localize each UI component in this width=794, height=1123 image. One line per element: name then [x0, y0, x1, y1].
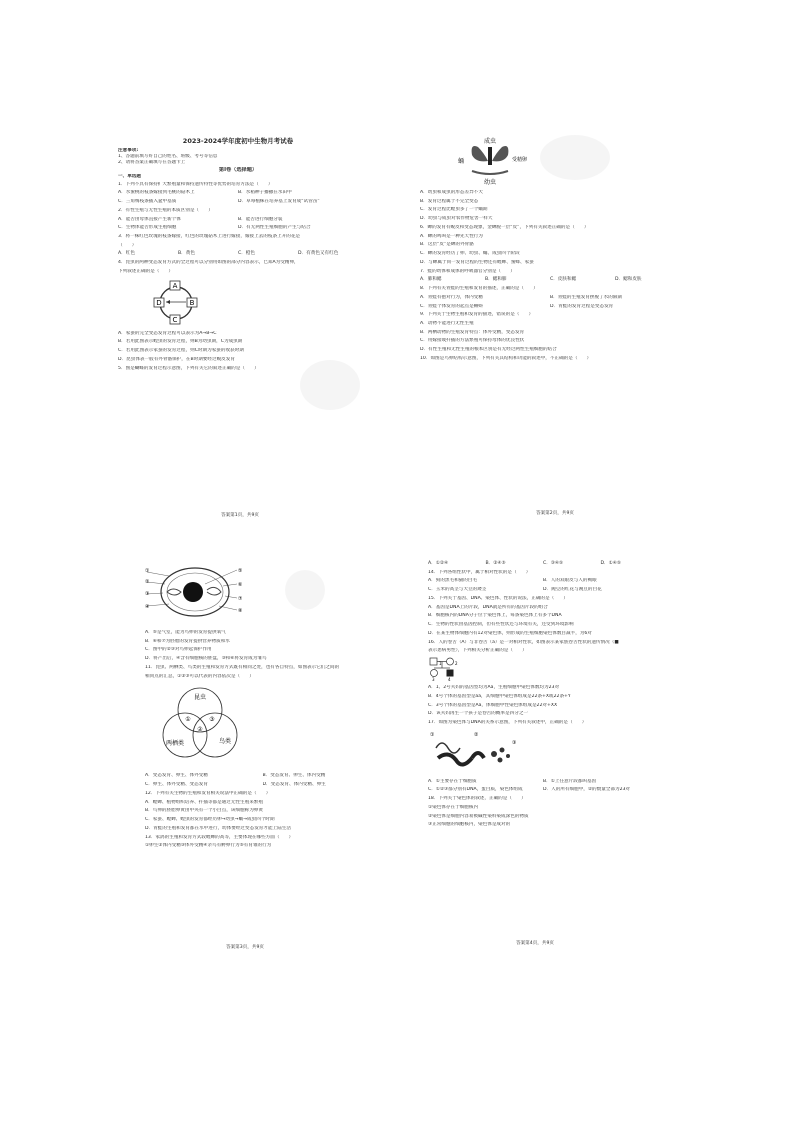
option: B．⑥和⑦为胚胎的发育提供营养物质和水 — [145, 638, 230, 644]
option: D．人的所有细胞中，②的数量全部为23对 — [543, 787, 631, 793]
pedigree-label: 4 — [448, 677, 451, 683]
option: A．肺和鳃 — [420, 277, 442, 283]
insect-cycle-diagram — [148, 279, 218, 327]
cycle-label-a: A — [172, 281, 178, 290]
question-16-cont: 表示患病男性），下列相关分析正确的是（ ） — [428, 648, 527, 654]
chromosome-dna-diagram — [428, 728, 528, 776]
cycle-label-c: C — [172, 315, 178, 324]
option: A．红色 — [118, 251, 135, 257]
option: B．黄色 — [178, 251, 195, 257]
egg-label: ⑥ — [238, 582, 243, 588]
option: D．变态发育、体内受精、卵生 — [262, 782, 326, 788]
option: B．①上任意片段都叫基因 — [543, 778, 597, 784]
question-12: 12．下列有关生物的生殖和发育相关说法中正确的是（ ） — [145, 790, 271, 796]
option: C．青蛙个体发育的起点是蝌蚪 — [420, 303, 483, 309]
pedigree-label: 1 — [439, 661, 442, 667]
question-14: 14．下列各组性状中，属于相对性状的是（ ） — [428, 569, 531, 575]
option: A．①主要存在于细胞质 — [428, 778, 477, 784]
page-footer: 答案第1页，共9页 — [220, 513, 259, 518]
question-1: 1．下列不具有保持扩大繁殖量和保持遗传特性等优势的培育方法是（ ） — [118, 181, 273, 187]
question-4-cont: 下列叙述正确的是（ ） — [118, 268, 174, 274]
venn-label-insect: 昆虫 — [193, 694, 207, 702]
option: C．玉米的高茎与大豆的矮茎 — [428, 587, 487, 593]
option: C．①②③都分别有DNA，蛋白质，染色体组成 — [428, 787, 523, 793]
option: D．将产出后，④含有细胞核的胚盘，③和⑥将发育成为雏鸟 — [145, 656, 267, 662]
question-9: 9．下列关于生物生殖和发育的描述，错误的是（ ） — [420, 312, 534, 318]
page-footer: 答案第3页，共9页 — [225, 945, 264, 950]
option: D．有无两性生殖细胞的产生与结合 — [238, 225, 311, 231]
option: D．①④⑤ — [600, 561, 621, 566]
option: C．图中的②③对鸟卵起保护作用 — [145, 647, 212, 653]
option: A．变态发育、卵生、体外受精 — [145, 773, 208, 779]
option: C．用嫁接或扦插的方法繁殖可保持母体的优良性状 — [420, 338, 525, 344]
option: B．若用此图表示蝗虫的发育过程，则B为幼虫期，C为成虫期 — [118, 339, 243, 345]
option: C．蝉的发育经历了卵、幼虫、蛹、成虫四个阶段 — [420, 251, 520, 257]
option: B．鸟卵的胚胎卵黄由中央有一个小白点，该细胞称为卵黄 — [145, 808, 263, 814]
question-11: 11．昆虫、两栖类、鸟类的生殖和发育方式既有相同之处，也有各自特点，如图表示它们之间的 — [145, 664, 340, 670]
option: D．豌豆的红花与豌豆的白花 — [543, 587, 602, 593]
option: D．在某生物体细胞内有12对染色体，则形成的生殖细胞染色体数目减半，为6对 — [428, 630, 592, 636]
venn-region: ① — [185, 716, 191, 724]
egg-label: ① — [145, 568, 150, 574]
option: D．草莓植株在培养基上发育成“试管苗” — [238, 199, 320, 205]
notice-item: 2、请将答案正确填写在答题卡上 — [118, 159, 186, 165]
option: A．狗的黑毛和猫的白毛 — [428, 578, 478, 584]
option: C．家蚕、蝗蝉、蝗虫的发育都经历卵→幼虫→蛹→成虫四个时期 — [145, 817, 275, 823]
option: A．家蚕的完全变态发育过程可以表示为A→B→C — [118, 330, 217, 336]
question-13: 13．家鸽的生殖和发育方式较蝗蟀的高等，主要体现在哪些方面（ ） — [145, 834, 294, 840]
fig-label-larva: 幼虫 — [483, 179, 497, 186]
option: C．生物的性状由基因控制，但有些性状还与环境有关，还受到环境影响 — [428, 622, 574, 628]
chromosome-label: ② — [474, 731, 479, 738]
option: C．卵生、体外受精、变态发育 — [145, 782, 208, 788]
cycle-label-d: D — [156, 298, 162, 307]
option: A．动物不能进行无性生殖 — [420, 321, 474, 327]
egg-label: ⑤ — [238, 568, 243, 574]
option: C．三角梅枝条插入盆中基质 — [118, 199, 177, 205]
option: C．③④⑤ — [543, 561, 564, 566]
option: A．1、2号夫妇的基因型均为Aa，生殖细胞中染色体数均为23对 — [428, 685, 560, 691]
statement: ①染色体存在于细胞核内 — [428, 804, 479, 810]
option: C．若用此图表示家蚕的发育过程，则C时期为家蚕的收获时期 — [118, 348, 244, 354]
statement: ②染色体是细胞内容易被碱性染料染成深色的物质 — [428, 813, 529, 819]
page-3 — [145, 562, 380, 849]
option: B．能否进行细胞分裂 — [238, 216, 283, 222]
butterfly-cycle-diagram — [450, 137, 530, 187]
question-6: 6．蝉的发育有蜕皮和变态现象，金蝉脱一层“皮”，下列有关叙述正确的是（ ） — [420, 224, 589, 230]
option: A．能否由母体直接产生新个体 — [118, 216, 181, 222]
section-title: 第Ⅰ卷（选择题） — [218, 167, 258, 174]
page-2 — [420, 137, 680, 362]
option: D．有黄色又有红色 — [298, 251, 339, 257]
page-footer: 答案第2页，共9页 — [535, 511, 574, 516]
egg-label: ③ — [145, 591, 150, 597]
option: D．幼虫与成虫对农作物危害一样大 — [420, 216, 493, 222]
option: C．生物体能否形成生殖细胞 — [118, 225, 177, 231]
option: B．两栖动物的生殖发育特点：体外受精，变态发育 — [420, 329, 525, 335]
option: A．基因是DNA上的片段，DNA就是所有的基因片段的组合 — [428, 604, 548, 610]
option: B．这层“皮”是蝉的外骨骼 — [420, 242, 474, 248]
page-footer: 答案第4页，共9页 — [515, 941, 554, 946]
option: C．橙色 — [238, 251, 255, 257]
question-16: 16．人的卷舌（A）与非卷舌（a）是一对相对性状，如图表示某家族卷舌性状的遗传情况（■ — [428, 639, 619, 645]
question-4: 4．昆虫的两种变态发育方式的全过程可以分别用如图的部分内容表示，已知A为受精卵， — [118, 260, 299, 266]
option: D．鳃和皮肤 — [615, 277, 642, 283]
statement: ③正常细胞的细胞核内，染色体是成对的 — [428, 822, 511, 828]
option: B．水稻种子播撒在水田中 — [238, 190, 292, 196]
option: A．蝗蝉、植物组织培养、扦插等都是通过无性生殖来繁殖 — [145, 799, 263, 805]
question-15: 15．下列关于基因、DNA、染色体、性状的说法，正确的是（ ） — [428, 595, 568, 601]
venn-region: ③ — [209, 716, 215, 724]
option: A．蝉的鸣叫是一种先天性行为 — [420, 233, 483, 239]
fig-label-adult: 成虫 — [483, 138, 497, 145]
option: D．昆虫体表一般有外骨骼保护，在B时期要经过蜕皮发育 — [118, 356, 235, 362]
option: A．青蛙有抱对行为，体内受精 — [420, 294, 483, 300]
question-2: 2．有性生殖与无性生殖的本质区别是（ ） — [118, 207, 213, 213]
question-5: 5．图是蝴蝶的发育过程示意图，下列有关它的叙述正确的是（ ） — [118, 365, 259, 371]
option: D．青蛙的发育过程是变态发育 — [550, 303, 614, 309]
question-17: 17．如图为染色体与DNA的关系示意图，下列有关叙述中，正确的是（ ） — [428, 720, 587, 726]
chromosome-label: ③ — [512, 739, 517, 746]
egg-label: ⑦ — [238, 596, 243, 602]
option: D．青蛙的生殖和发育都在水中进行，幼体要经过变态发育才能上陆生活 — [145, 825, 291, 831]
option: C．发育过程比蝗虫多了一个蛹期 — [420, 207, 488, 213]
option: A．水蜜桃的枝条嫁接到毛桃的砧木上 — [118, 190, 195, 196]
pedigree-diagram — [428, 656, 468, 682]
pedigree-label: 3 — [432, 677, 435, 683]
option: C．皮肤和鳃 — [550, 277, 577, 283]
notice-item: 1、答题前填写好自己的姓名、班级、考号等信息 — [118, 153, 218, 159]
option: B．变态发育、卵生、体内受精 — [262, 773, 326, 779]
venn-region: ② — [197, 726, 203, 734]
page-4 — [428, 561, 658, 828]
question-7: 7．蛙的幼体和成体的呼吸器官分别是（ ） — [420, 268, 515, 274]
option: A．①②④ — [428, 561, 449, 566]
option: D．该夫妇再生一个孩子是卷舌的概率是四分之一 — [428, 711, 529, 717]
question-3: 3．将一株红色玫瑰的枝条嫁接，红色的玫瑰砧木上进行嫁接，嫁接上去的枝条上开的花是 — [118, 233, 301, 239]
venn-label-bird: 鸟类 — [218, 738, 232, 746]
option: B．发育过程属于不完全变态 — [420, 198, 479, 204]
option: A．幼虫和成虫的形态差异不大 — [420, 190, 483, 195]
bird-egg-diagram — [145, 562, 255, 622]
question-11-cont: 相同点的汇总，①②③可以代表的内容依次是（ ） — [145, 673, 254, 679]
question-18: 18．下列关于染色体的叙述，正确的是（ ） — [428, 796, 526, 802]
question-13-options: ①卵生②体内受精③体外受精④亲鸟有孵卵行为⑤有育雏的行为 — [145, 843, 272, 849]
option: C．3号个体的基因型是Aa，体细胞中性染色体组成是22对+XX — [428, 702, 558, 708]
pedigree-label: 2 — [455, 661, 458, 667]
option: B．细胞核内的DNA分子位于染色体上，每条染色体上有多个DNA — [428, 613, 562, 619]
option: D．与蝉属于同一发育过程的生物还有蝗蟀、蜜蜂、家蚕 — [420, 259, 534, 265]
question-10: 10．如图是鸟卵结构示意图，下列有关其结构和功能的叙述中，不正确的是（ ） — [420, 355, 592, 361]
part-title: 一、单选题 — [118, 173, 141, 179]
question-3-bracket: （ ） — [118, 242, 137, 248]
option: B．②④⑤ — [485, 561, 506, 566]
fig-label-egg: 受精卵 — [512, 157, 528, 163]
venn-label-amphibian: 两栖类 — [165, 740, 185, 748]
notice-title: 注意事项: — [118, 148, 139, 154]
venn-diagram — [155, 685, 245, 765]
egg-label: ④ — [145, 604, 150, 610]
option: D．有性生殖和无性生殖的根本区别是有无经过两性生殖细胞的结合 — [420, 347, 557, 353]
exam-title: 2023-2024学年度初中生物月考试卷 — [182, 137, 294, 145]
cycle-label-b: B — [189, 298, 195, 307]
option: B．人的双眼皮与人的褐眼 — [543, 578, 597, 584]
option: B．鳃和肺 — [485, 277, 507, 283]
chromosome-label: ① — [430, 731, 435, 738]
fig-label-pupa: 蛹 — [458, 158, 465, 165]
option: B．4号个体的基因型是aa，其细胞中染色体组成是22条+X或22条+Y — [428, 693, 571, 699]
egg-label: ② — [145, 579, 150, 585]
option: B．青蛙的生殖发育摆脱了水的限制 — [550, 294, 623, 300]
option: A．⑤是气室，能为鸟卵的发育提供氧气 — [145, 630, 226, 635]
egg-label: ⑧ — [238, 608, 243, 614]
question-8: 8．下列有关青蛙的生殖和发育的描述，正确的是（ ） — [420, 286, 538, 292]
page-1 — [118, 137, 358, 371]
